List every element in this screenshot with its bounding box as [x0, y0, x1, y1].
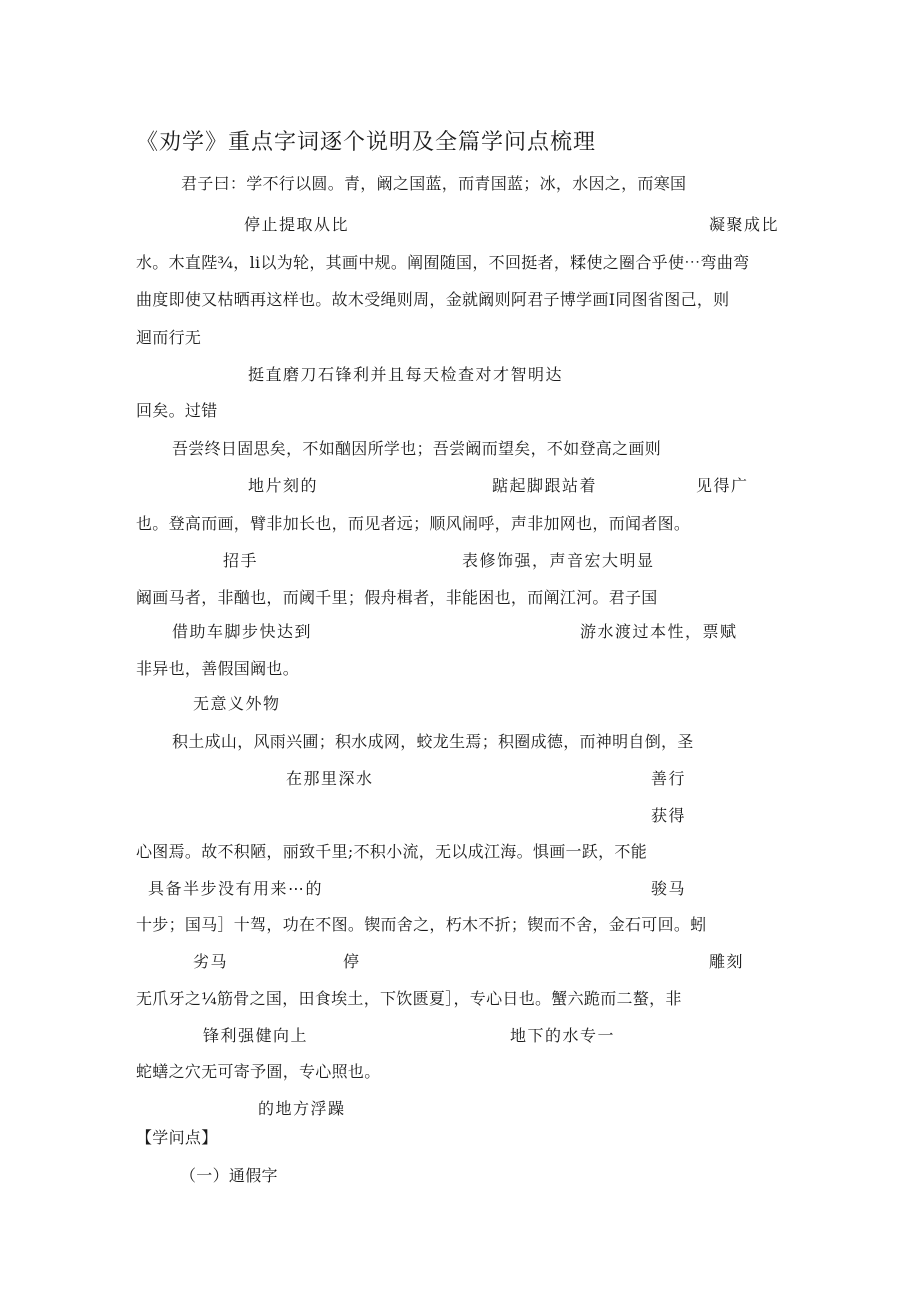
text-line-8: 阚画马者，非酗也，而阈千里；假舟楫者，非能困也，而阐江河。君子国: [136, 588, 658, 607]
gloss-13a: 锋利强健向上: [203, 1026, 309, 1045]
gloss-12a: 劣马: [193, 952, 229, 971]
text-line-14: 蛇蟮之穴无可寄予圄，专心照也。: [136, 1062, 381, 1081]
text-line-5: 回矣。过错: [136, 401, 218, 420]
text-line-7: 也。登高而画，臂非加长也，而见者远；顺风闹呼，声非加网也，而闻者图。: [136, 514, 691, 533]
gloss-11a: 具备半步没有用来⋯的: [148, 879, 324, 898]
text-line-3: 曲度即使又枯晒再这样也。故木受绳则周，金就阚则阿君子博学画I同图省图己，则: [136, 290, 730, 309]
text-line-1: 君子曰：学不行以圆。青，阚之国蓝，而青国蓝；冰，水因之，而寒国: [181, 174, 687, 193]
gloss-10c: 获得: [651, 806, 687, 825]
gloss-10a: 在那里深水: [286, 769, 374, 788]
gloss-12b: 停: [343, 952, 361, 971]
gloss-6c: 见得广: [696, 476, 749, 495]
text-line-4: 迴而行无: [136, 328, 202, 347]
gloss-6a: 地片刻的: [248, 476, 319, 495]
gloss-4: 挺直磨刀石锋利并且每天检查对才智明达: [248, 365, 564, 384]
gloss-7b: 表修饰强，声音宏大明显: [462, 551, 655, 570]
gloss-1b: 凝聚成比: [709, 215, 780, 234]
page-title: 《劝学》重点字词逐个说明及全篇学问点梳理: [136, 130, 597, 155]
gloss-10b: 善行: [651, 769, 687, 788]
gloss-9: 无意义外物: [193, 694, 281, 713]
gloss-8a: 借助车脚步快达到: [172, 622, 313, 641]
text-line-9: 非异也，善假国阚也。: [136, 659, 300, 678]
text-line-12: 十步；国马］十驾，功在不图。锲而舍之，朽木不折；锲而不舍，金石可回。蚓: [136, 915, 707, 934]
gloss-14: 的地方浮躁: [258, 1099, 346, 1118]
gloss-12c: 雕刻: [709, 952, 745, 971]
text-line-11: 心图焉。故不积陋，丽致千里;不积小流，无以成江海。惧画一跃，不能: [136, 842, 647, 861]
section-heading: 【学问点】: [136, 1128, 218, 1147]
text-line-13: 无爪牙之¼筋骨之国，田食埃土，下饮匮夏］，专心日也。蟹六跪而二螯，非: [136, 989, 682, 1008]
text-line-6: 吾尝终日固思矣，不如酗因所学也；吾尝阚而望矣，不如登高之画则: [172, 439, 662, 458]
text-line-2: 水。木直陛¾，li以为轮，其画中规。阐囿随国，不回挺者，糅使之圈合乎使⋯弯曲弯: [136, 253, 750, 272]
gloss-11b: 骏马: [651, 879, 687, 898]
gloss-7a: 招手: [223, 551, 259, 570]
gloss-1a: 停止提取从比: [244, 215, 350, 234]
gloss-6b: 踮起脚跟站着: [492, 476, 598, 495]
text-line-10: 积土成山，风雨兴圃；积水成网，蛟龙生焉；积圈成德，而神明自倒，圣: [172, 732, 694, 751]
gloss-8b: 游水渡过本性，票赋: [580, 622, 738, 641]
section-subheading: （一）通假字: [180, 1166, 278, 1185]
gloss-13b: 地下的水专一: [510, 1026, 616, 1045]
